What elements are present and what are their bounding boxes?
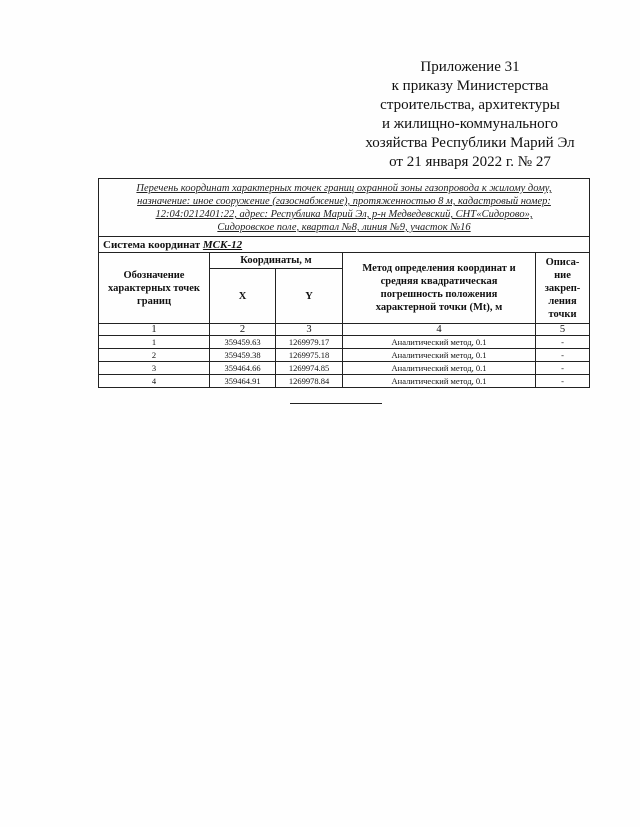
- header-text-line: границ: [136, 295, 171, 307]
- caption-line: Перечень координат характерных точек границ охранной зоны газопровода к жилому дому,: [136, 183, 552, 194]
- coord-y: 1269979.17: [276, 336, 343, 349]
- column-number: 4: [343, 324, 536, 336]
- coord-y: 1269978.84: [276, 375, 343, 388]
- column-number: 3: [276, 324, 343, 336]
- point-id: 3: [99, 362, 210, 375]
- coordinates-table: [98, 178, 590, 388]
- header-text-line: погрешность положения: [380, 289, 498, 300]
- header-designation: [99, 253, 210, 324]
- header-line: и жилищно-коммунального: [382, 116, 558, 132]
- header-line: от 21 января 2022 г. № 27: [389, 154, 551, 170]
- description: -: [536, 375, 590, 388]
- method: Аналитический метод, 0.1: [343, 375, 536, 388]
- header-text-line: ние: [554, 269, 571, 281]
- method: Аналитический метод, 0.1: [343, 362, 536, 375]
- header-text-line: закреп-: [544, 282, 581, 294]
- header-text-line: точки: [548, 308, 577, 320]
- point-id: 1: [99, 336, 210, 349]
- header-line: хозяйства Республики Марий Эл: [365, 135, 575, 151]
- header-text-line: характерных точек: [108, 282, 200, 294]
- column-number: 5: [536, 324, 590, 336]
- caption-line: назначение: иное сооружение (газоснабжение), протяженностью 8 м, кадастровый номер:: [137, 196, 551, 207]
- table-row: [99, 375, 590, 388]
- header-text-line: Метод определения координат и: [362, 263, 516, 274]
- header-text-line: средняя квадратическая: [380, 276, 498, 287]
- header-method: [343, 253, 536, 324]
- caption-line: Сидоровское поле, квартал №8, линия №9, участок №16: [217, 222, 471, 233]
- header-y: Y: [276, 269, 343, 324]
- header-text-line: Обозначение: [123, 269, 185, 281]
- header-line: Приложение 31: [420, 59, 520, 75]
- coordinate-system-label: Система координат: [103, 238, 201, 251]
- table-row: [99, 362, 590, 375]
- point-id: 2: [99, 349, 210, 362]
- coord-x: 359459.63: [210, 336, 276, 349]
- header-line: к приказу Министерства: [391, 78, 549, 94]
- header-coordinates: Координаты, м: [210, 253, 343, 269]
- column-number-row: [99, 324, 590, 336]
- description: -: [536, 336, 590, 349]
- appendix-header: [335, 58, 605, 172]
- header-text-line: характерной точки (Mt), м: [375, 302, 503, 313]
- header-line: строительства, архитектуры: [380, 97, 560, 113]
- end-separator-line: [290, 403, 382, 404]
- column-number: 2: [210, 324, 276, 336]
- description: -: [536, 362, 590, 375]
- header-text-line: Описа-: [545, 256, 580, 268]
- method: Аналитический метод, 0.1: [343, 336, 536, 349]
- coord-x: 359459.38: [210, 349, 276, 362]
- table-row: [99, 336, 590, 349]
- coordinate-system-row: [99, 237, 590, 253]
- table-row: [99, 349, 590, 362]
- header-text-line: ления: [548, 295, 577, 307]
- column-number: 1: [99, 324, 210, 336]
- method: Аналитический метод, 0.1: [343, 349, 536, 362]
- point-id: 4: [99, 375, 210, 388]
- header-x: X: [210, 269, 276, 324]
- coord-x: 359464.91: [210, 375, 276, 388]
- caption-line: 12:04:0212401:22, адрес: Республика Марий Эл, р-н Медведевский, СНТ«Сидорово»,: [155, 209, 533, 220]
- coord-x: 359464.66: [210, 362, 276, 375]
- header-description: [536, 253, 590, 324]
- coordinate-system-value: МСК-12: [202, 238, 243, 251]
- coord-y: 1269975.18: [276, 349, 343, 362]
- description: -: [536, 349, 590, 362]
- table-caption: [99, 179, 590, 237]
- coord-y: 1269974.85: [276, 362, 343, 375]
